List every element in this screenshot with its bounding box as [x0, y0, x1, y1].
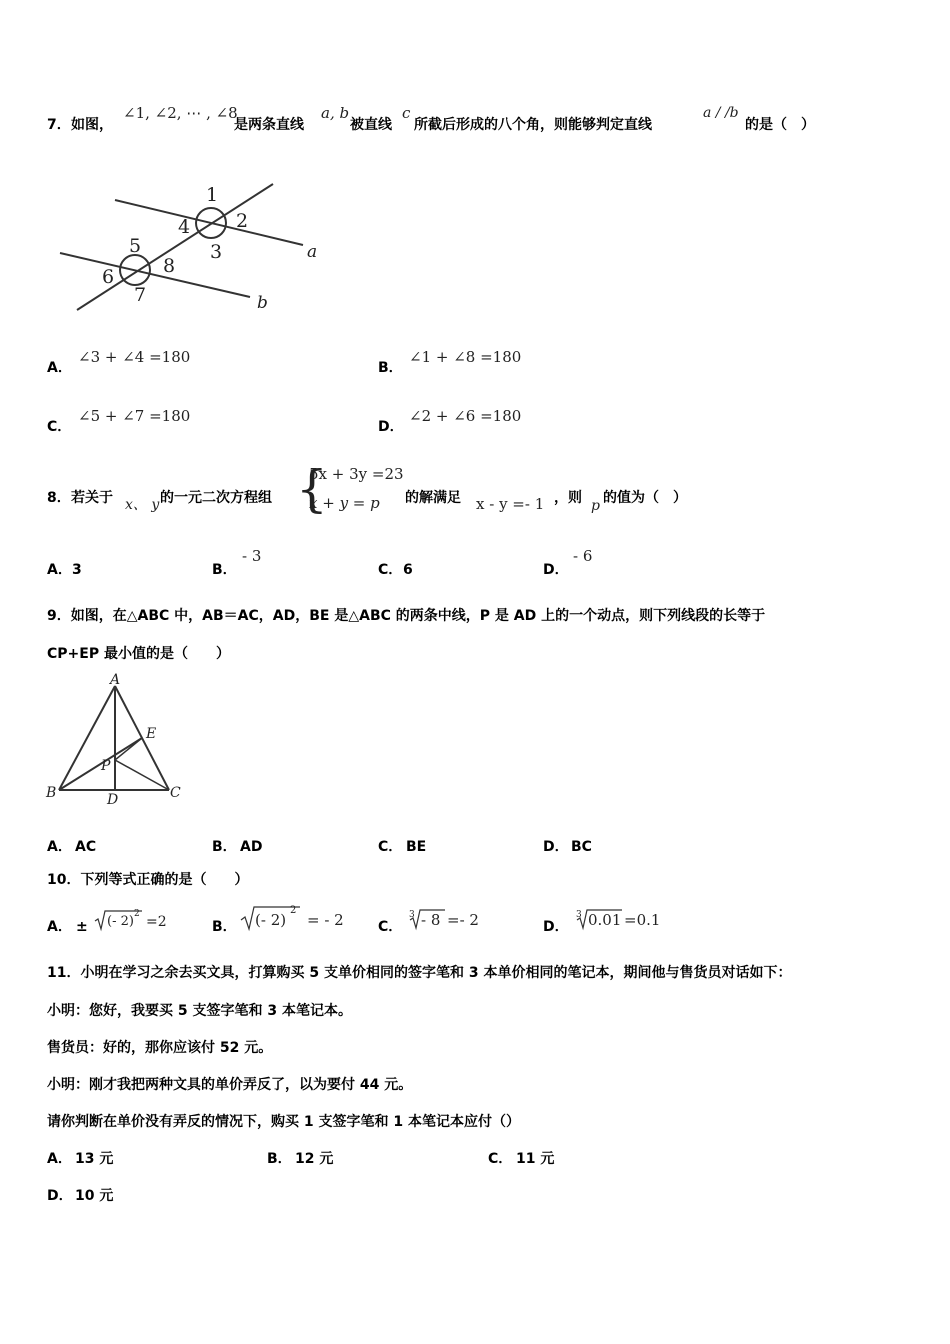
angle-label-3: 3 [210, 241, 223, 263]
q8-system-brace: { [296, 460, 328, 518]
q7-figure [55, 180, 335, 315]
q11-option-c-value: 11 元 [516, 1151, 555, 1167]
q8-option-d-letter: D． [543, 562, 569, 578]
q11-option-b-letter: B． [267, 1151, 292, 1167]
q10-option-d-rhs: =0.1 [624, 911, 661, 929]
vertex-label-p: P [101, 758, 111, 774]
q7-option-d-letter: D． [378, 419, 404, 435]
q8-option-b-value: - 3 [242, 547, 262, 565]
line-label-b: b [257, 293, 268, 313]
q11-line-5: 请你判断在单价没有弄反的情况下，购买 1 支签字笔和 1 本笔记本应付（） [47, 1114, 520, 1130]
angle-label-8: 8 [163, 255, 176, 277]
angle-label-4: 4 [178, 216, 191, 238]
q8-option-c-value: 6 [403, 562, 413, 578]
q9-option-c-letter: C． [378, 839, 403, 855]
q7-option-a-expr: ∠3 + ∠4 =180 [78, 348, 191, 366]
q8-option-c-letter: C． [378, 562, 403, 578]
q7-option-d-expr: ∠2 + ∠6 =180 [409, 407, 522, 425]
q10-stem: 10．下列等式正确的是（ ） [47, 872, 249, 888]
q8-condition: x - y =- 1 [476, 495, 545, 513]
q7-option-c-expr: ∠5 + ∠7 =180 [78, 407, 191, 425]
q10-option-b-exponent: 2 [290, 905, 297, 916]
q9-line-2: CP+EP 最小值的是（ ） [47, 646, 230, 662]
q8-eq-1: 5x + 3y =23 [309, 465, 404, 483]
q7-parallel: a / /b [703, 105, 739, 121]
vertex-label-e: E [146, 726, 157, 742]
vertex-label-d: D [107, 792, 119, 808]
q9-option-b-value: AD [240, 839, 263, 855]
q8-option-a-value: 3 [72, 562, 82, 578]
q10-option-a-pm: ± [76, 919, 88, 935]
q7-text-3: 所截后形成的八个角，则能够判定直线 [414, 117, 652, 133]
q10-option-b-radicand: (- 2) [255, 911, 287, 929]
q8-text-4: ，则 [554, 490, 582, 506]
q11-line-3: 售货员：好的，那你应该付 52 元。 [47, 1040, 273, 1056]
q8-option-b-letter: B． [212, 562, 237, 578]
q8-vars: x、 y [125, 497, 160, 513]
q7-lines-ab: a, b [321, 104, 350, 122]
q9-option-a-value: AC [75, 839, 97, 855]
q8-p: p [591, 498, 600, 514]
q8-option-a-letter: A． [47, 562, 72, 578]
q11-line-4: 小明：刚才我把两种文具的单价弄反了，以为要付 44 元。 [47, 1077, 413, 1093]
q9-option-b-letter: B． [212, 839, 237, 855]
q8-text-2: 的一元二次方程组 [160, 490, 272, 506]
q11-option-b-value: 12 元 [295, 1151, 334, 1167]
q8-eq-2: x + y = p [309, 494, 380, 512]
q8-text-3: 的解满足 [405, 490, 461, 506]
q10-option-a-letter: A． [47, 919, 72, 935]
q8-option-d-value: - 6 [573, 547, 593, 565]
q7-option-b-expr: ∠1 + ∠8 =180 [409, 348, 522, 366]
q9-option-d-letter: D． [543, 839, 569, 855]
q10-option-b-rhs: = - 2 [307, 911, 344, 929]
q10-option-c-letter: C． [378, 919, 403, 935]
q10-option-d-letter: D． [543, 919, 569, 935]
q11-option-c-letter: C． [488, 1151, 513, 1167]
q8-text-5: 的值为（ ） [603, 490, 687, 506]
angle-label-6: 6 [102, 266, 115, 288]
q7-text-1: 是两条直线 [234, 117, 304, 133]
angle-label-1: 1 [206, 184, 219, 206]
q8-text-1: 若关于 [71, 490, 113, 506]
q7-option-a-letter: A． [47, 360, 72, 376]
q7-option-b-letter: B． [378, 360, 403, 376]
vertex-label-b: B [46, 785, 57, 801]
q7-number: 7． [47, 117, 71, 133]
q7-line-c: c [402, 104, 411, 122]
q7-text-2: 被直线 [350, 117, 392, 133]
q11-line-2: 小明：您好，我要买 5 支签字笔和 3 本笔记本。 [47, 1003, 352, 1019]
q8-number: 8． [47, 490, 71, 506]
q10-option-d-radicand: 0.01 [588, 911, 622, 929]
q7-prefix: 如图， [71, 117, 113, 133]
angle-label-2: 2 [236, 210, 249, 232]
q11-option-d-value: 10 元 [75, 1188, 114, 1204]
q11-option-d-letter: D． [47, 1188, 73, 1204]
q9-option-c-value: BE [406, 839, 427, 855]
vertex-label-c: C [170, 785, 181, 801]
angle-label-7: 7 [134, 284, 147, 306]
q11-option-a-letter: A． [47, 1151, 72, 1167]
q10-option-b-letter: B． [212, 919, 237, 935]
vertex-label-a: A [110, 672, 121, 688]
q9-line-1: 9．如图，在△ABC 中，AB＝AC，AD，BE 是△ABC 的两条中线，P 是 AD 上的一个动点，则下列线段的长等于 [47, 608, 766, 624]
q11-option-a-value: 13 元 [75, 1151, 114, 1167]
q9-option-d-value: BC [571, 839, 592, 855]
q9-figure [44, 672, 189, 807]
q7-angles: ∠1, ∠2, ⋯ , ∠8 [123, 104, 238, 122]
q10-option-d-index: 3 [576, 910, 582, 920]
q9-option-a-letter: A． [47, 839, 72, 855]
q10-option-a-exponent: 2 [134, 909, 140, 919]
line-label-a: a [307, 242, 318, 262]
q10-option-c-index: 3 [409, 910, 415, 920]
q7-option-c-letter: C． [47, 419, 72, 435]
angle-label-5: 5 [129, 235, 142, 257]
q10-option-c-radicand: - 8 [421, 911, 441, 929]
q7-text-4: 的是（ ） [745, 117, 815, 133]
q10-option-a-radicand: (- 2) [107, 914, 134, 929]
q10-option-a-rhs: =2 [146, 914, 167, 930]
q10-option-c-rhs: =- 2 [447, 911, 479, 929]
q11-line-1: 11．小明在学习之余去买文具，打算购买 5 支单价相同的签字笔和 3 本单价相同的笔记本，期间他与售货员对话如下： [47, 965, 792, 981]
